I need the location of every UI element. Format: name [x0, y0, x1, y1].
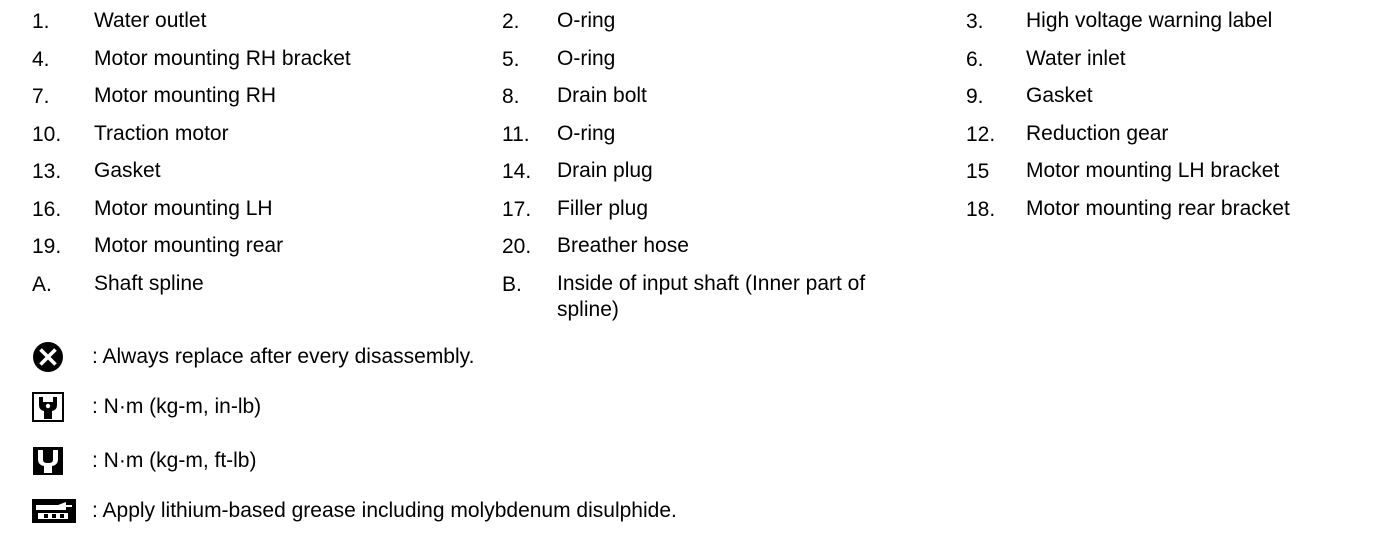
- item-number: 4.: [32, 47, 50, 71]
- legend-item: [502, 271, 966, 323]
- legend-item: [32, 83, 502, 111]
- legend-item: [966, 196, 1366, 224]
- parts-legend: [32, 8, 1372, 331]
- symbol-description: : Always replace after every disassembly.: [92, 345, 475, 368]
- item-label: Breather hose: [557, 234, 689, 257]
- item-label: O-ring: [557, 9, 616, 32]
- item-label: Drain plug: [557, 159, 653, 182]
- legend-item: [32, 121, 502, 149]
- item-number: 20.: [502, 235, 532, 258]
- legend-item: [32, 8, 502, 36]
- item-number: 10.: [32, 122, 62, 146]
- item-number: 3.: [966, 10, 984, 33]
- symbol-description: : N·m (kg-m, in-lb): [92, 395, 262, 418]
- item-label: O-ring: [557, 121, 616, 145]
- item-number: 2.: [502, 10, 520, 33]
- legend-item: [502, 121, 966, 149]
- item-number: 18.: [966, 197, 996, 221]
- legend-item: [32, 271, 502, 299]
- item-number: 11.: [502, 122, 530, 146]
- symbol-description: : Apply lithium-based grease including molybdenum disulphide.: [92, 499, 677, 522]
- grease-gun-icon: [32, 496, 78, 526]
- legend-item: [32, 46, 502, 74]
- item-number: 5.: [502, 47, 520, 71]
- item-label: Drain bolt: [557, 84, 647, 107]
- item-label: Traction motor: [94, 121, 229, 145]
- item-number: A.: [32, 272, 52, 296]
- torque-wrench-inlb-icon: [32, 392, 66, 422]
- legend-item: [966, 121, 1366, 149]
- legend-item: [502, 8, 966, 36]
- legend-item: [502, 83, 966, 111]
- legend-row: [32, 158, 1372, 196]
- item-number: B.: [502, 272, 522, 296]
- item-label: O-ring: [557, 46, 616, 70]
- item-label: Inside of input shaft (Inner part of spline): [557, 271, 866, 321]
- item-number: 13.: [32, 160, 62, 183]
- symbol-row: [32, 496, 677, 526]
- item-number: 9.: [966, 85, 984, 108]
- legend-item: [32, 233, 502, 261]
- symbol-row: [32, 342, 474, 372]
- item-number: 6.: [966, 47, 984, 71]
- item-number: 14.: [502, 160, 532, 183]
- item-number: 1.: [32, 10, 50, 33]
- item-label: Gasket: [1026, 84, 1093, 107]
- legend-item: [966, 8, 1366, 36]
- item-number: 16.: [32, 197, 62, 221]
- item-label: Shaft spline: [94, 271, 204, 295]
- legend-item: [502, 233, 966, 261]
- item-label: Water inlet: [1026, 46, 1126, 70]
- torque-wrench-ftlb-icon: [32, 446, 66, 476]
- legend-item: [502, 46, 966, 74]
- legend-item: [502, 196, 966, 224]
- legend-item: [502, 158, 966, 186]
- legend-item: [32, 158, 502, 186]
- item-label: High voltage warning label: [1026, 9, 1273, 32]
- item-label: Motor mounting RH bracket: [94, 46, 351, 70]
- item-label: Filler plug: [557, 196, 649, 220]
- item-number: 15: [966, 160, 990, 183]
- legend-row: [32, 196, 1372, 234]
- legend-row: [32, 8, 1372, 46]
- legend-item: [966, 46, 1366, 74]
- legend-row: [32, 46, 1372, 84]
- item-label: Motor mounting LH bracket: [1026, 159, 1280, 182]
- item-label: Motor mounting rear: [94, 234, 284, 257]
- symbol-description: : N·m (kg-m, ft-lb): [92, 449, 257, 472]
- legend-item: [966, 83, 1366, 111]
- legend-row: [32, 121, 1372, 159]
- item-number: 8.: [502, 85, 520, 108]
- item-label: Motor mounting LH: [94, 196, 273, 220]
- item-number: 19.: [32, 235, 62, 258]
- item-number: 7.: [32, 85, 50, 108]
- symbol-row: [32, 392, 261, 422]
- legend-item: [32, 196, 502, 224]
- replace-x-icon: [32, 342, 66, 372]
- item-number: 17.: [502, 197, 532, 221]
- item-label: Gasket: [94, 159, 161, 182]
- legend-row: [32, 83, 1372, 121]
- item-number: 12.: [966, 122, 996, 146]
- item-label: Water outlet: [94, 9, 207, 32]
- item-label: Motor mounting RH: [94, 84, 277, 107]
- item-label: Reduction gear: [1026, 121, 1169, 145]
- symbol-row: [32, 446, 256, 476]
- legend-row: [32, 233, 1372, 271]
- legend-row: [32, 271, 1372, 331]
- item-label: Motor mounting rear bracket: [1026, 196, 1290, 220]
- legend-item: [966, 158, 1366, 186]
